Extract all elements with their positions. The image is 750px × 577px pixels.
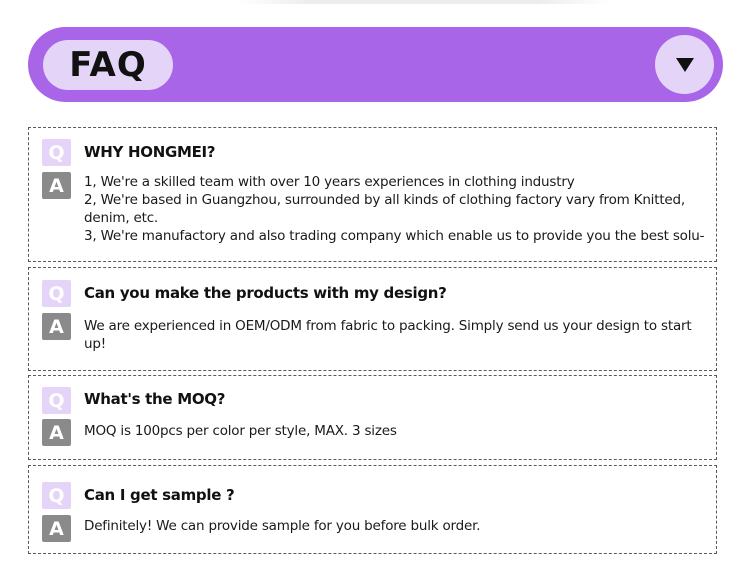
faq-question: WHY HONGMEI? [84, 143, 216, 161]
faq-item-moq [28, 375, 717, 460]
answer-line: 2, We're based in Guangzhou, surrounded by all kinds of clothing factory vary from Knitted, denim, etc. [84, 192, 685, 226]
answer-badge: A [42, 172, 71, 199]
answer-line: 3, We're manufactory and also trading company which enable us to provide you the best solu- [84, 228, 705, 244]
faq-item-why-hongmei [28, 127, 717, 262]
faq-question: Can I get sample ? [84, 486, 235, 504]
faq-answer [84, 173, 712, 245]
faq-answer: We are experienced in OEM/ODM from fabric to packing. Simply send us your design to start up! [84, 318, 692, 352]
question-badge: Q [42, 387, 71, 414]
faq-item-sample [28, 465, 717, 554]
faq-answer: Definitely! We can provide sample for you before bulk order. [84, 518, 481, 534]
question-badge: Q [42, 482, 71, 509]
faq-header [28, 27, 723, 102]
answer-badge: A [42, 313, 71, 340]
question-badge: Q [42, 280, 71, 307]
faq-title: FAQ [43, 40, 173, 90]
faq-question: Can you make the products with my design? [84, 284, 447, 302]
question-badge: Q [42, 139, 71, 166]
answer-badge: A [42, 419, 71, 446]
faq-toggle-button[interactable] [655, 35, 714, 94]
faq-item-design [28, 267, 717, 371]
faq-question: What's the MOQ? [84, 390, 226, 408]
triangle-down-icon [675, 57, 695, 73]
answer-badge: A [42, 515, 71, 542]
top-divider [240, 0, 610, 4]
faq-answer: MOQ is 100pcs per color per style, MAX. 3 sizes [84, 423, 397, 439]
answer-line: 1, We're a skilled team with over 10 years experiences in clothing industry [84, 174, 575, 190]
